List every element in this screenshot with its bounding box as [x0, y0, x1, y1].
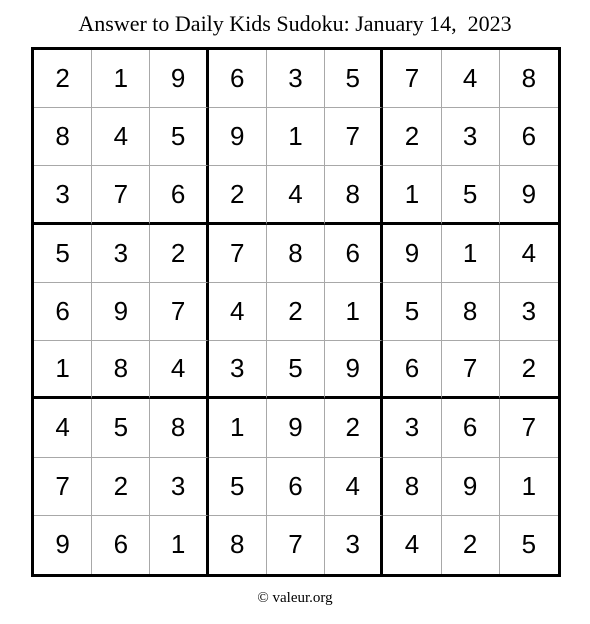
sudoku-cell-r9c4: 8: [209, 516, 267, 574]
sudoku-cell-r1c7: 7: [383, 50, 441, 108]
sudoku-cell-r6c5: 5: [267, 341, 325, 399]
sudoku-cell-r5c4: 4: [209, 283, 267, 341]
sudoku-cell-r8c2: 2: [92, 458, 150, 516]
sudoku-cell-r8c3: 3: [150, 458, 208, 516]
sudoku-cell-r6c8: 7: [442, 341, 500, 399]
sudoku-cell-r8c1: 7: [34, 458, 92, 516]
sudoku-cell-r5c5: 2: [267, 283, 325, 341]
sudoku-cell-r2c5: 1: [267, 108, 325, 166]
sudoku-cell-r2c2: 4: [92, 108, 150, 166]
sudoku-cell-r3c8: 5: [442, 166, 500, 224]
sudoku-cell-r3c4: 2: [209, 166, 267, 224]
sudoku-cell-r9c3: 1: [150, 516, 208, 574]
sudoku-cell-r6c1: 1: [34, 341, 92, 399]
sudoku-cell-r8c8: 9: [442, 458, 500, 516]
sudoku-cell-r1c5: 3: [267, 50, 325, 108]
sudoku-cell-r9c8: 2: [442, 516, 500, 574]
sudoku-cell-r7c6: 2: [325, 399, 383, 457]
sudoku-cell-r8c9: 1: [500, 458, 558, 516]
sudoku-cell-r7c4: 1: [209, 399, 267, 457]
sudoku-cell-r2c6: 7: [325, 108, 383, 166]
sudoku-cell-r4c5: 8: [267, 225, 325, 283]
sudoku-cell-r2c4: 9: [209, 108, 267, 166]
sudoku-cell-r8c5: 6: [267, 458, 325, 516]
sudoku-cell-r6c4: 3: [209, 341, 267, 399]
sudoku-cell-r7c9: 7: [500, 399, 558, 457]
sudoku-grid: [31, 47, 561, 577]
sudoku-cell-r9c2: 6: [92, 516, 150, 574]
sudoku-cell-r3c6: 8: [325, 166, 383, 224]
sudoku-cell-r9c7: 4: [383, 516, 441, 574]
sudoku-cell-r8c7: 8: [383, 458, 441, 516]
copyright-footer: © valeur.org: [257, 590, 333, 606]
sudoku-cell-r3c5: 4: [267, 166, 325, 224]
sudoku-cell-r4c6: 6: [325, 225, 383, 283]
sudoku-cell-r5c2: 9: [92, 283, 150, 341]
sudoku-cell-r4c9: 4: [500, 225, 558, 283]
sudoku-cell-r9c1: 9: [34, 516, 92, 574]
sudoku-cell-r9c6: 3: [325, 516, 383, 574]
sudoku-cell-r2c3: 5: [150, 108, 208, 166]
sudoku-cell-r5c1: 6: [34, 283, 92, 341]
sudoku-cell-r5c7: 5: [383, 283, 441, 341]
sudoku-cell-r1c2: 1: [92, 50, 150, 108]
sudoku-cell-r2c8: 3: [442, 108, 500, 166]
sudoku-cell-r4c4: 7: [209, 225, 267, 283]
sudoku-cell-r5c9: 3: [500, 283, 558, 341]
sudoku-cell-r7c3: 8: [150, 399, 208, 457]
sudoku-cell-r3c2: 7: [92, 166, 150, 224]
sudoku-cell-r1c4: 6: [209, 50, 267, 108]
sudoku-cell-r1c3: 9: [150, 50, 208, 108]
sudoku-cell-r5c8: 8: [442, 283, 500, 341]
sudoku-cell-r8c6: 4: [325, 458, 383, 516]
sudoku-cell-r1c6: 5: [325, 50, 383, 108]
sudoku-cell-r1c9: 8: [500, 50, 558, 108]
sudoku-cell-r6c3: 4: [150, 341, 208, 399]
sudoku-cell-r1c8: 4: [442, 50, 500, 108]
sudoku-cell-r3c1: 3: [34, 166, 92, 224]
sudoku-cell-r5c6: 1: [325, 283, 383, 341]
sudoku-cell-r7c7: 3: [383, 399, 441, 457]
sudoku-cell-r7c8: 6: [442, 399, 500, 457]
sudoku-cell-r9c5: 7: [267, 516, 325, 574]
sudoku-cell-r6c9: 2: [500, 341, 558, 399]
sudoku-cell-r4c2: 3: [92, 225, 150, 283]
sudoku-cell-r6c2: 8: [92, 341, 150, 399]
sudoku-cell-r4c1: 5: [34, 225, 92, 283]
sudoku-cell-r3c7: 1: [383, 166, 441, 224]
sudoku-cell-r8c4: 5: [209, 458, 267, 516]
sudoku-cell-r2c9: 6: [500, 108, 558, 166]
sudoku-cell-r5c3: 7: [150, 283, 208, 341]
sudoku-cell-r7c2: 5: [92, 399, 150, 457]
sudoku-cell-r4c8: 1: [442, 225, 500, 283]
sudoku-cell-r2c1: 8: [34, 108, 92, 166]
sudoku-cell-r9c9: 5: [521, 529, 537, 560]
sudoku-cell-r2c7: 2: [383, 108, 441, 166]
sudoku-cell-r3c3: 6: [150, 166, 208, 224]
sudoku-cell-r7c1: 4: [34, 399, 92, 457]
sudoku-cell-r3c9: 9: [500, 166, 558, 224]
sudoku-cell-r6c7: 6: [383, 341, 441, 399]
sudoku-cell-r6c6: 9: [325, 341, 383, 399]
sudoku-cell-r7c5: 9: [267, 399, 325, 457]
sudoku-cell-r4c3: 2: [150, 225, 208, 283]
sudoku-cell-r4c7: 9: [383, 225, 441, 283]
page-title: Answer to Daily Kids Sudoku: January 14, 2023: [78, 11, 512, 36]
sudoku-cell-r1c1: 2: [34, 50, 92, 108]
